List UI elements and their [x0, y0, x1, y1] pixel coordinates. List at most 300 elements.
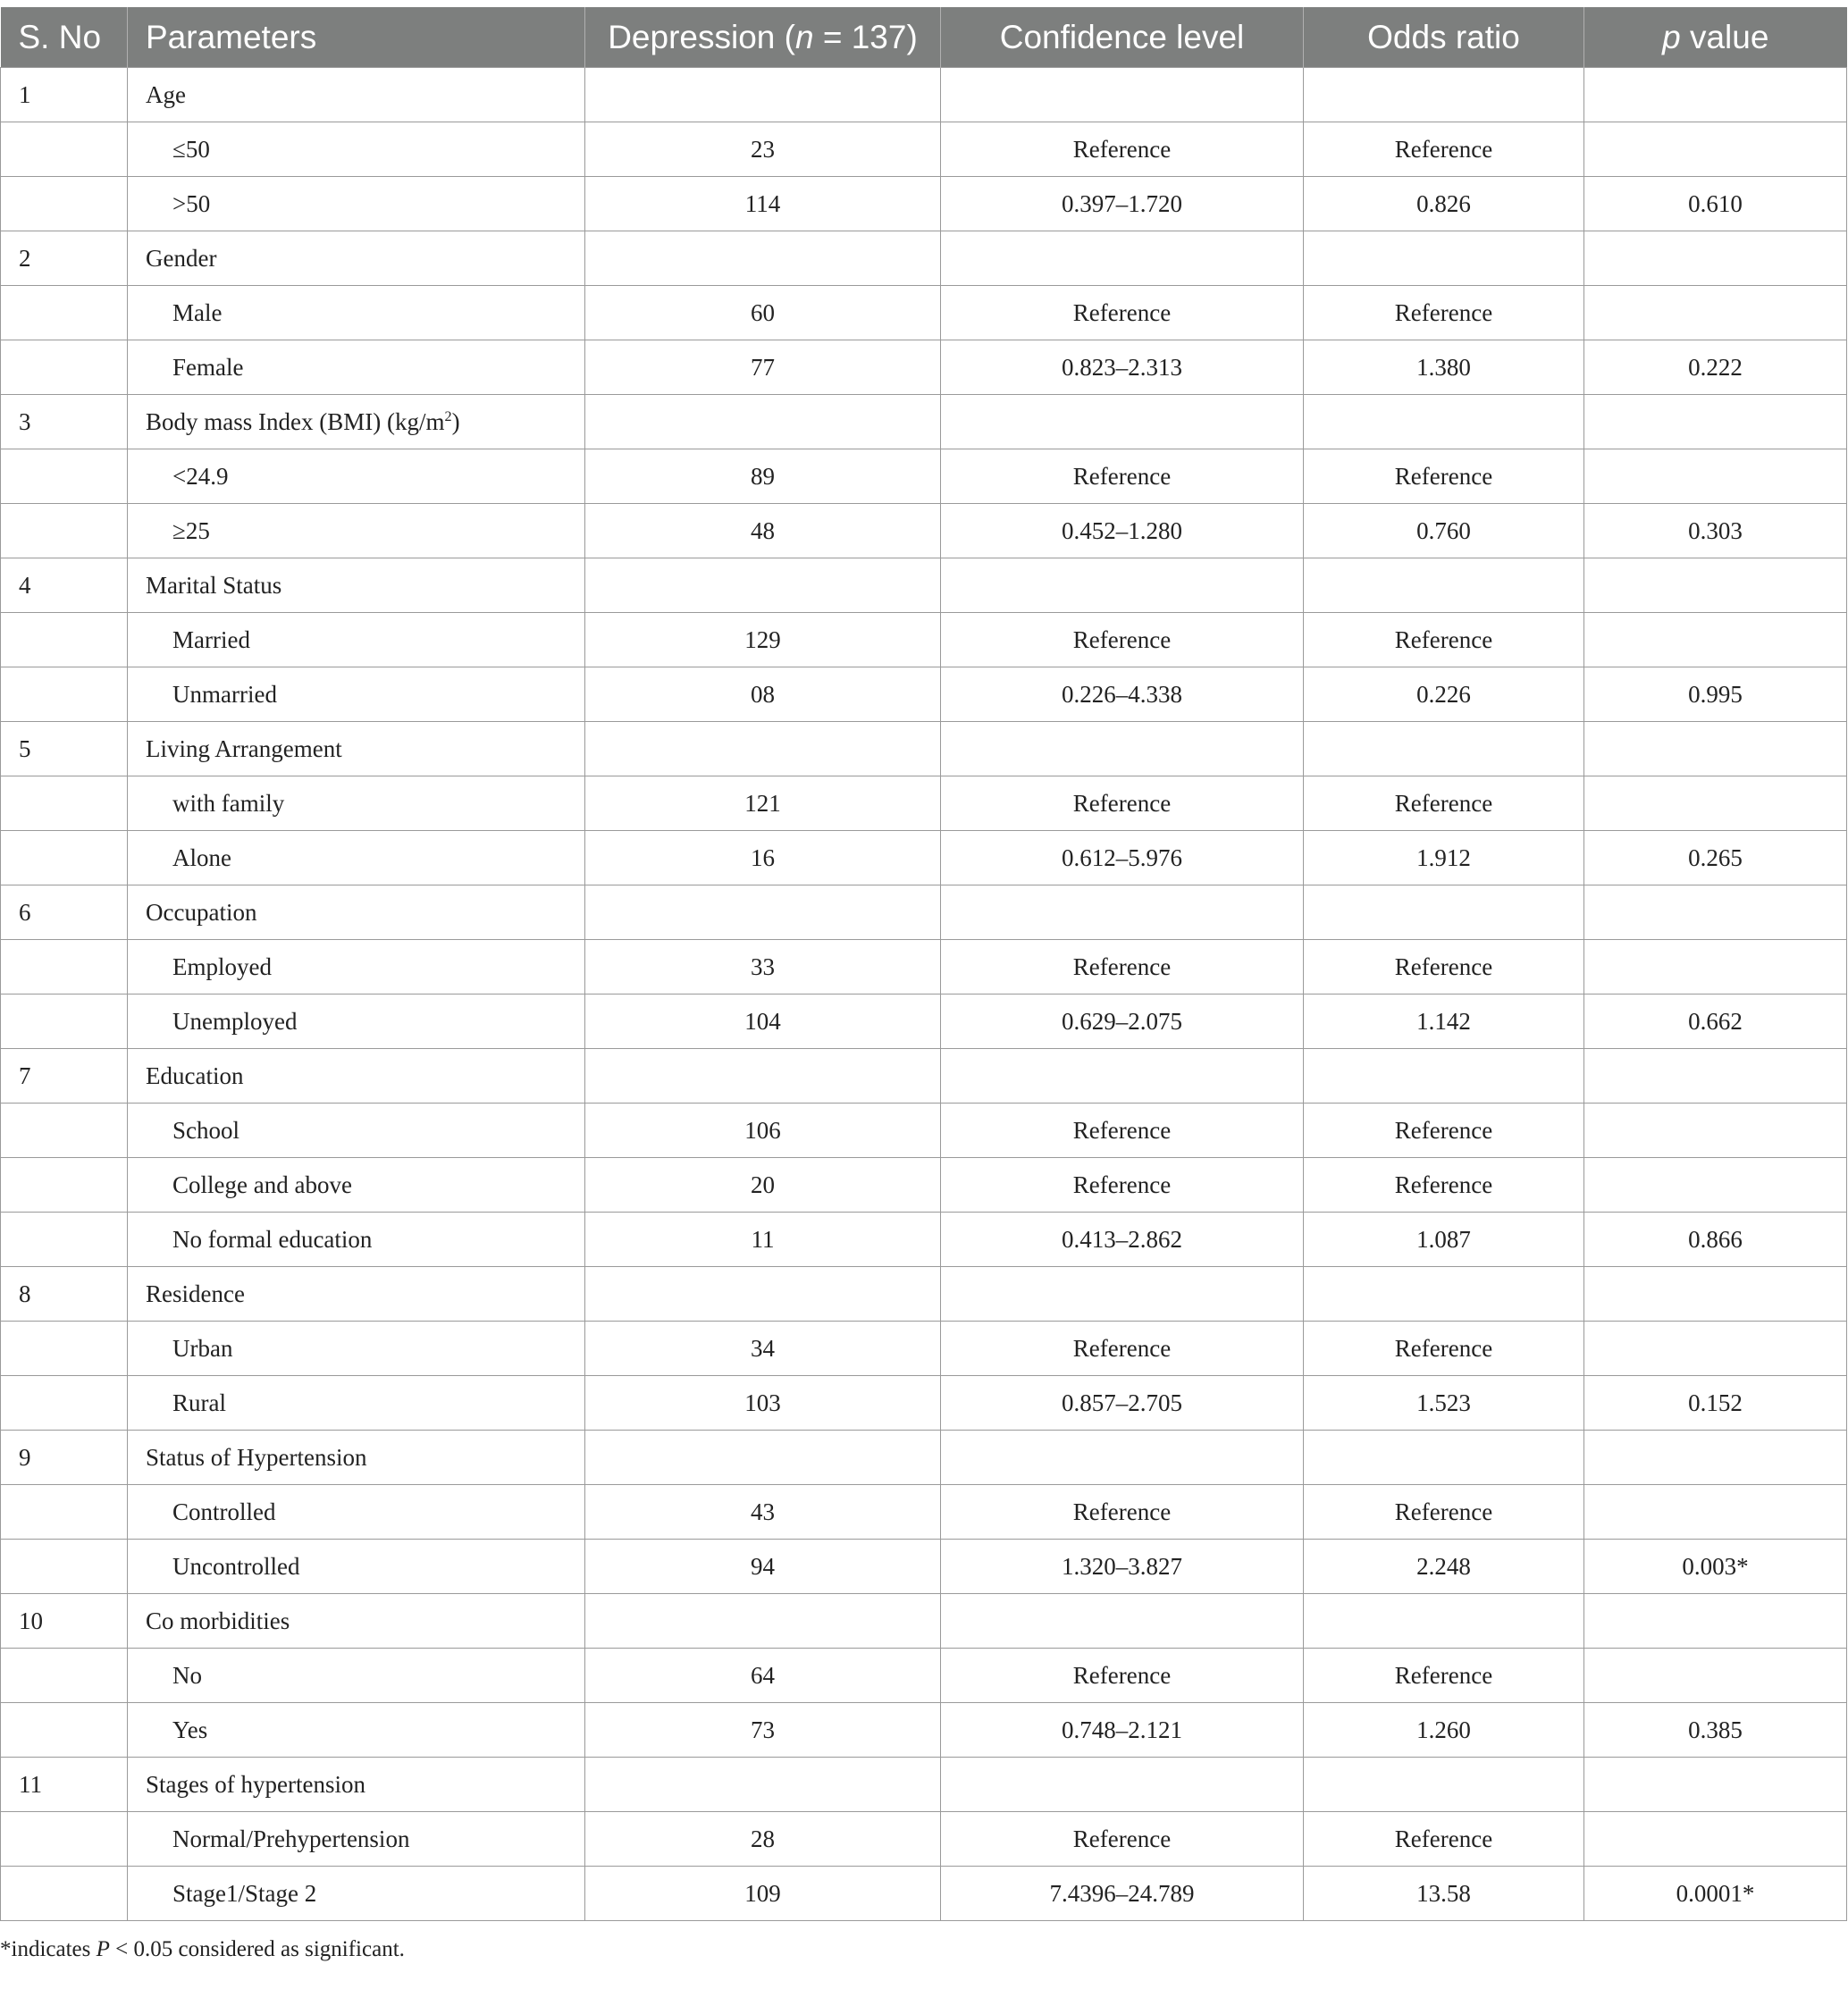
- cell-sno-text: 3: [19, 407, 31, 435]
- cell-odds-ratio-text: Reference: [1394, 1334, 1493, 1362]
- cell-confidence-text: 0.823–2.313: [1062, 353, 1182, 381]
- cell-p-value: [1584, 1812, 1847, 1867]
- cell-p-value-text: 0.385: [1688, 1716, 1743, 1743]
- cell-confidence: [941, 504, 1304, 558]
- cell-odds-ratio: [1304, 177, 1584, 231]
- cell-p-value: [1584, 885, 1847, 940]
- table-row: [1, 449, 1847, 504]
- cell-odds-ratio: [1304, 940, 1584, 994]
- table-row: [1, 68, 1847, 122]
- cell-odds-ratio: [1304, 1758, 1584, 1812]
- cell-parameter: [128, 613, 585, 667]
- cell-confidence: [941, 1812, 1304, 1867]
- cell-confidence: [941, 1758, 1304, 1812]
- header-p-suffix: value: [1680, 18, 1769, 55]
- table-row: [1, 1867, 1847, 1921]
- cell-confidence: [941, 776, 1304, 831]
- table-row: [1, 1758, 1847, 1812]
- cell-p-value-text: 0.662: [1688, 1007, 1743, 1035]
- cell-parameter-text: >50: [172, 189, 211, 217]
- cell-parameter-text: Alone: [172, 843, 231, 871]
- cell-p-value-text: 0.265: [1688, 843, 1743, 871]
- cell-confidence-text: Reference: [1072, 953, 1172, 980]
- results-table: [0, 7, 1847, 1921]
- footnote-suffix: < 0.05 considered as significant.: [109, 1937, 405, 1961]
- cell-p-value: [1584, 231, 1847, 286]
- cell-odds-ratio: [1304, 994, 1584, 1049]
- cell-confidence: [941, 1267, 1304, 1322]
- cell-sno-text: 8: [19, 1280, 31, 1307]
- cell-confidence-text: Reference: [1072, 1334, 1172, 1362]
- cell-depression: [585, 286, 941, 340]
- cell-parameter-text: ≥25: [172, 516, 210, 544]
- cell-p-value: [1584, 558, 1847, 613]
- cell-confidence: [941, 613, 1304, 667]
- cell-odds-ratio-text: 1.142: [1416, 1007, 1471, 1035]
- cell-depression-text: 106: [744, 1116, 781, 1144]
- cell-parameter: [128, 504, 585, 558]
- cell-depression: [585, 1594, 941, 1649]
- header-parameters: Parameters: [128, 7, 585, 68]
- cell-parameter: [128, 1158, 585, 1213]
- cell-odds-ratio: [1304, 1322, 1584, 1376]
- table-row: [1, 1649, 1847, 1703]
- cell-odds-ratio-text: 1.912: [1416, 843, 1471, 871]
- cell-p-value: [1584, 776, 1847, 831]
- cell-sno: [1, 667, 128, 722]
- cell-odds-ratio-text: Reference: [1394, 1498, 1493, 1525]
- cell-p-value: [1584, 1322, 1847, 1376]
- table-row: [1, 1213, 1847, 1267]
- table-row: [1, 613, 1847, 667]
- cell-p-value: [1584, 1867, 1847, 1921]
- cell-odds-ratio-text: Reference: [1394, 135, 1493, 163]
- cell-sno-text: 5: [19, 734, 31, 762]
- cell-p-value: [1584, 1376, 1847, 1431]
- cell-parameter: [128, 994, 585, 1049]
- cell-parameter-text: Co morbidities: [146, 1607, 290, 1634]
- cell-confidence-text: Reference: [1072, 135, 1172, 163]
- cell-sno: [1, 1158, 128, 1213]
- cell-odds-ratio-text: 2.248: [1416, 1552, 1471, 1580]
- cell-sno: [1, 1649, 128, 1703]
- cell-odds-ratio-text: Reference: [1394, 953, 1493, 980]
- cell-parameter: [128, 1104, 585, 1158]
- cell-depression: [585, 177, 941, 231]
- cell-confidence: [941, 1594, 1304, 1649]
- table-row: [1, 940, 1847, 994]
- cell-p-value-text: 0.152: [1688, 1389, 1743, 1416]
- cell-odds-ratio: [1304, 1812, 1584, 1867]
- cell-parameter: [128, 831, 585, 885]
- cell-confidence-text: Reference: [1072, 298, 1172, 326]
- cell-parameter: [128, 1485, 585, 1540]
- cell-parameter-text: College and above: [172, 1171, 352, 1198]
- cell-odds-ratio: [1304, 1104, 1584, 1158]
- cell-sno: [1, 1703, 128, 1758]
- cell-confidence: [941, 1649, 1304, 1703]
- cell-depression-text: 89: [751, 462, 775, 490]
- table-row: [1, 994, 1847, 1049]
- cell-confidence: [941, 940, 1304, 994]
- table-body: [1, 68, 1847, 1921]
- table-header-row: [1, 7, 1847, 68]
- cell-parameter: [128, 1758, 585, 1812]
- cell-odds-ratio-text: Reference: [1394, 1171, 1493, 1198]
- cell-sno: [1, 1485, 128, 1540]
- table-row: [1, 1104, 1847, 1158]
- cell-odds-ratio-text: 13.58: [1416, 1879, 1471, 1907]
- cell-odds-ratio: [1304, 1703, 1584, 1758]
- cell-p-value: [1584, 831, 1847, 885]
- table-row: [1, 558, 1847, 613]
- cell-p-value: [1584, 122, 1847, 177]
- cell-parameter: [128, 122, 585, 177]
- cell-sno: [1, 831, 128, 885]
- cell-odds-ratio: [1304, 1158, 1584, 1213]
- cell-depression-text: 64: [751, 1661, 775, 1689]
- cell-parameter: [128, 940, 585, 994]
- cell-depression: [585, 885, 941, 940]
- cell-parameter-text: Residence: [146, 1280, 245, 1307]
- cell-parameter-text: Status of Hypertension: [146, 1443, 367, 1471]
- cell-depression: [585, 558, 941, 613]
- cell-p-value-text: 0.222: [1688, 353, 1743, 381]
- cell-depression: [585, 68, 941, 122]
- cell-confidence: [941, 1485, 1304, 1540]
- cell-depression: [585, 1812, 941, 1867]
- cell-confidence-text: 1.320–3.827: [1062, 1552, 1182, 1580]
- cell-parameter-text: Married: [172, 625, 250, 653]
- header-odds: Odds ratio: [1304, 7, 1584, 68]
- cell-odds-ratio: [1304, 122, 1584, 177]
- cell-p-value: [1584, 395, 1847, 449]
- cell-p-value: [1584, 1485, 1847, 1540]
- cell-odds-ratio: [1304, 1267, 1584, 1322]
- cell-confidence-text: Reference: [1072, 462, 1172, 490]
- cell-confidence: [941, 1540, 1304, 1594]
- cell-depression: [585, 1540, 941, 1594]
- cell-depression-text: 121: [744, 789, 781, 817]
- cell-sno: [1, 1049, 128, 1104]
- cell-parameter: [128, 1649, 585, 1703]
- cell-confidence: [941, 1703, 1304, 1758]
- cell-parameter-text: ≤50: [172, 135, 210, 163]
- header-confidence: Confidence level: [941, 7, 1304, 68]
- cell-sno-text: 9: [19, 1443, 31, 1471]
- cell-confidence-text: Reference: [1072, 625, 1172, 653]
- table-row: [1, 1267, 1847, 1322]
- cell-odds-ratio-text: Reference: [1394, 625, 1493, 653]
- cell-parameter: [128, 449, 585, 504]
- cell-depression: [585, 1431, 941, 1485]
- table-row: [1, 1158, 1847, 1213]
- cell-sno: [1, 1213, 128, 1267]
- cell-sno: [1, 1540, 128, 1594]
- cell-depression: [585, 994, 941, 1049]
- cell-parameter-text: Stage1/Stage 2: [172, 1879, 317, 1907]
- cell-parameter-text: Living Arrangement: [146, 734, 342, 762]
- cell-confidence: [941, 231, 1304, 286]
- cell-sno: [1, 286, 128, 340]
- footnote-italic: P: [96, 1937, 110, 1961]
- results-table-container: [0, 7, 1846, 1921]
- cell-p-value: [1584, 1267, 1847, 1322]
- header-sno: S. No: [1, 7, 128, 68]
- cell-parameter: [128, 231, 585, 286]
- cell-p-value: [1584, 1104, 1847, 1158]
- cell-depression: [585, 449, 941, 504]
- cell-depression: [585, 122, 941, 177]
- cell-parameter: [128, 776, 585, 831]
- cell-parameter-text: Urban: [172, 1334, 233, 1362]
- cell-confidence-text: 0.226–4.338: [1062, 680, 1182, 708]
- cell-parameter: [128, 1267, 585, 1322]
- cell-confidence-text: Reference: [1072, 1171, 1172, 1198]
- cell-odds-ratio: [1304, 1431, 1584, 1485]
- cell-parameter: [128, 340, 585, 395]
- table-row: [1, 1049, 1847, 1104]
- cell-odds-ratio-text: 0.226: [1416, 680, 1471, 708]
- table-row: [1, 1812, 1847, 1867]
- cell-depression-text: 43: [751, 1498, 775, 1525]
- table-row: [1, 504, 1847, 558]
- cell-confidence: [941, 1049, 1304, 1104]
- cell-depression-text: 94: [751, 1552, 775, 1580]
- cell-odds-ratio: [1304, 776, 1584, 831]
- cell-sno: [1, 940, 128, 994]
- cell-depression: [585, 776, 941, 831]
- cell-odds-ratio-text: Reference: [1394, 462, 1493, 490]
- table-row: [1, 286, 1847, 340]
- cell-parameter: [128, 558, 585, 613]
- cell-depression: [585, 1758, 941, 1812]
- cell-confidence: [941, 1376, 1304, 1431]
- cell-odds-ratio-text: Reference: [1394, 1116, 1493, 1144]
- cell-p-value: [1584, 1758, 1847, 1812]
- header-depression-suffix: = 137): [813, 18, 918, 55]
- cell-depression: [585, 1158, 941, 1213]
- cell-parameter: [128, 885, 585, 940]
- header-depression-prefix: Depression (: [608, 18, 795, 55]
- cell-p-value-text: 0.995: [1688, 680, 1743, 708]
- cell-odds-ratio: [1304, 1649, 1584, 1703]
- cell-depression-text: 73: [751, 1716, 775, 1743]
- cell-depression: [585, 1649, 941, 1703]
- cell-depression: [585, 831, 941, 885]
- cell-odds-ratio-text: 0.826: [1416, 189, 1471, 217]
- cell-p-value: [1584, 504, 1847, 558]
- cell-depression-text: 129: [744, 625, 781, 653]
- cell-parameter: [128, 1703, 585, 1758]
- cell-p-value: [1584, 994, 1847, 1049]
- cell-parameter: [128, 722, 585, 776]
- cell-parameter: [128, 395, 585, 449]
- cell-depression: [585, 1485, 941, 1540]
- cell-odds-ratio: [1304, 340, 1584, 395]
- cell-sno: [1, 395, 128, 449]
- cell-parameter-text: Rural: [172, 1389, 226, 1416]
- table-footnote: [0, 1937, 405, 1962]
- cell-p-value: [1584, 667, 1847, 722]
- cell-depression-text: 34: [751, 1334, 775, 1362]
- cell-depression: [585, 722, 941, 776]
- cell-odds-ratio: [1304, 68, 1584, 122]
- cell-sno-text: 1: [19, 80, 31, 108]
- cell-confidence: [941, 395, 1304, 449]
- cell-parameter: [128, 1540, 585, 1594]
- cell-parameter-text: Unmarried: [172, 680, 277, 708]
- cell-sno: [1, 122, 128, 177]
- cell-depression-text: 60: [751, 298, 775, 326]
- cell-sno: [1, 722, 128, 776]
- cell-p-value: [1584, 1649, 1847, 1703]
- cell-parameter-superscript: 2: [444, 407, 452, 424]
- cell-parameter-text: No formal education: [172, 1225, 373, 1253]
- cell-parameter: [128, 177, 585, 231]
- cell-sno: [1, 1431, 128, 1485]
- cell-parameter: [128, 1431, 585, 1485]
- cell-sno: [1, 1812, 128, 1867]
- cell-sno-text: 7: [19, 1062, 31, 1089]
- cell-parameter: [128, 286, 585, 340]
- cell-confidence: [941, 1431, 1304, 1485]
- cell-p-value-text: 0.610: [1688, 189, 1743, 217]
- cell-parameter-text: <24.9: [172, 462, 229, 490]
- cell-depression-text: 48: [751, 516, 775, 544]
- cell-odds-ratio: [1304, 1594, 1584, 1649]
- cell-parameter-text: Male: [172, 298, 223, 326]
- cell-odds-ratio: [1304, 558, 1584, 613]
- cell-confidence: [941, 885, 1304, 940]
- cell-odds-ratio: [1304, 1213, 1584, 1267]
- cell-parameter-text: No: [172, 1661, 202, 1689]
- table-row: [1, 885, 1847, 940]
- cell-confidence-text: 7.4396–24.789: [1049, 1879, 1195, 1907]
- cell-odds-ratio-text: Reference: [1394, 1825, 1493, 1852]
- cell-odds-ratio-text: Reference: [1394, 1661, 1493, 1689]
- header-depression-n: n: [794, 18, 814, 55]
- cell-depression: [585, 504, 941, 558]
- cell-confidence: [941, 1158, 1304, 1213]
- table-row: [1, 231, 1847, 286]
- header-p-italic: p: [1662, 18, 1681, 55]
- cell-sno: [1, 504, 128, 558]
- cell-depression-text: 28: [751, 1825, 775, 1852]
- cell-parameter-text: Uncontrolled: [172, 1552, 300, 1580]
- cell-depression-text: 11: [751, 1225, 775, 1253]
- cell-parameter-text: Controlled: [172, 1498, 276, 1525]
- cell-parameter-text: Occupation: [146, 898, 257, 926]
- cell-odds-ratio: [1304, 1376, 1584, 1431]
- cell-confidence: [941, 449, 1304, 504]
- cell-parameter-text: School: [172, 1116, 240, 1144]
- cell-odds-ratio-text: 1.380: [1416, 353, 1471, 381]
- cell-sno-text: 2: [19, 244, 31, 272]
- table-row: [1, 395, 1847, 449]
- cell-sno: [1, 1322, 128, 1376]
- cell-parameter: [128, 1867, 585, 1921]
- cell-parameter-text: Body mass Index (BMI) (kg/m: [146, 407, 445, 435]
- cell-parameter: [128, 1213, 585, 1267]
- cell-depression: [585, 1049, 941, 1104]
- cell-odds-ratio: [1304, 667, 1584, 722]
- cell-sno: [1, 177, 128, 231]
- table-row: [1, 776, 1847, 831]
- table-row: [1, 1485, 1847, 1540]
- cell-depression: [585, 1322, 941, 1376]
- cell-p-value: [1584, 722, 1847, 776]
- cell-confidence: [941, 122, 1304, 177]
- cell-parameter-text: Unemployed: [172, 1007, 298, 1035]
- cell-sno: [1, 1594, 128, 1649]
- cell-depression-text: 103: [744, 1389, 781, 1416]
- cell-depression: [585, 1867, 941, 1921]
- table-row: [1, 1376, 1847, 1431]
- cell-p-value-text: 0.303: [1688, 516, 1743, 544]
- cell-depression-text: 16: [751, 843, 775, 871]
- cell-p-value: [1584, 68, 1847, 122]
- cell-confidence: [941, 722, 1304, 776]
- cell-odds-ratio: [1304, 831, 1584, 885]
- cell-depression-text: 77: [751, 353, 775, 381]
- table-row: [1, 122, 1847, 177]
- cell-parameter: [128, 1376, 585, 1431]
- cell-p-value: [1584, 340, 1847, 395]
- cell-parameter-text: Yes: [172, 1716, 208, 1743]
- cell-sno: [1, 1758, 128, 1812]
- cell-sno: [1, 558, 128, 613]
- cell-parameter: [128, 68, 585, 122]
- cell-odds-ratio-text: Reference: [1394, 298, 1493, 326]
- cell-parameter-text: Gender: [146, 244, 217, 272]
- cell-odds-ratio: [1304, 286, 1584, 340]
- cell-odds-ratio: [1304, 231, 1584, 286]
- cell-p-value: [1584, 1213, 1847, 1267]
- cell-confidence: [941, 340, 1304, 395]
- cell-odds-ratio: [1304, 885, 1584, 940]
- cell-odds-ratio-text: Reference: [1394, 789, 1493, 817]
- cell-confidence: [941, 286, 1304, 340]
- cell-sno: [1, 1867, 128, 1921]
- table-row: [1, 1594, 1847, 1649]
- cell-p-value: [1584, 286, 1847, 340]
- cell-sno: [1, 231, 128, 286]
- cell-parameter: [128, 1049, 585, 1104]
- table-row: [1, 1703, 1847, 1758]
- cell-depression: [585, 1267, 941, 1322]
- cell-confidence: [941, 68, 1304, 122]
- cell-p-value: [1584, 1049, 1847, 1104]
- cell-confidence-text: 0.857–2.705: [1062, 1389, 1182, 1416]
- cell-confidence-text: 0.629–2.075: [1062, 1007, 1182, 1035]
- cell-odds-ratio: [1304, 613, 1584, 667]
- cell-sno-text: 4: [19, 571, 31, 599]
- cell-confidence-text: Reference: [1072, 1116, 1172, 1144]
- cell-confidence: [941, 1867, 1304, 1921]
- table-row: [1, 1431, 1847, 1485]
- cell-sno: [1, 776, 128, 831]
- cell-depression: [585, 1376, 941, 1431]
- cell-depression: [585, 1703, 941, 1758]
- table-row: [1, 722, 1847, 776]
- cell-sno-text: 11: [19, 1770, 42, 1798]
- cell-confidence-text: 0.452–1.280: [1062, 516, 1182, 544]
- cell-sno-text: 10: [19, 1607, 43, 1634]
- cell-confidence: [941, 667, 1304, 722]
- cell-confidence: [941, 831, 1304, 885]
- cell-p-value: [1584, 449, 1847, 504]
